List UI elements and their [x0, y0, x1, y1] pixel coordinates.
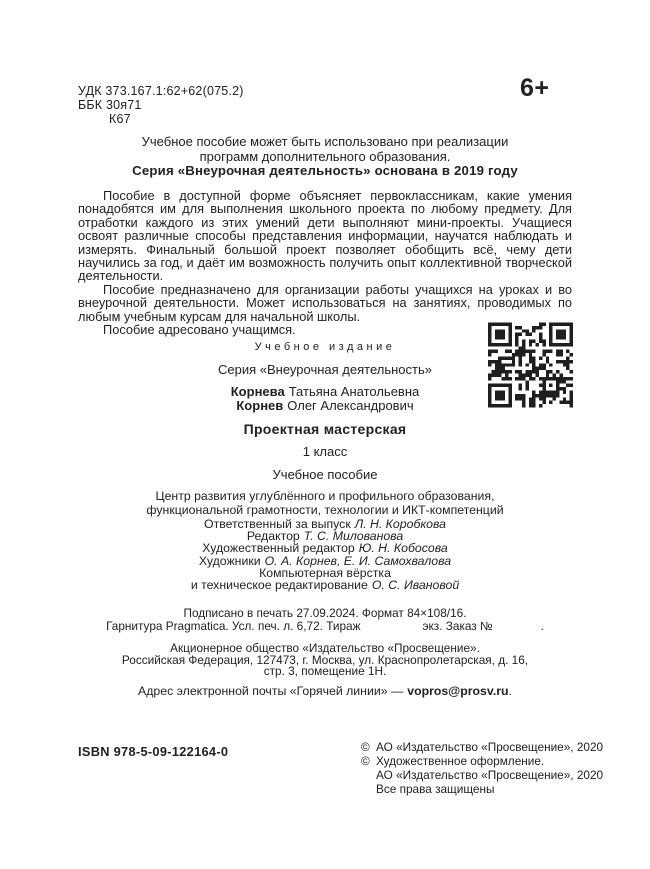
author-surname: Корнев: [236, 398, 284, 413]
copyright-line: [361, 754, 603, 768]
usage-note: [0, 135, 650, 164]
credit-role: Художественный редактор: [202, 541, 355, 556]
author-name: Татьяна Анатольевна: [288, 384, 420, 399]
isbn-number: ISBN 978-5-09-122164-0: [78, 744, 229, 759]
grade-label: 1 класс: [302, 444, 348, 459]
credit-person: Л. Н. Коробкова: [354, 517, 446, 531]
print-imprint-block: [0, 607, 650, 633]
publishing-center-note: [0, 490, 650, 518]
credit-role: Ответственный за выпуск: [204, 517, 351, 531]
copyright-text: АО «Издательство «Просвещение», 2020: [376, 740, 604, 754]
series-founded-note: Серия «Внеурочная деятельность» основана в 2019 году: [132, 163, 518, 178]
annotation-paragraph: Пособие предназначено для организации работы учащихся на уроках и во внеурочной деятельности. Может использоваться на занятиях, проводимых по любым учебным курсам для начальной школы.: [78, 281, 572, 324]
publishing-center-line1: Центр развития углублённого и профильного образования,: [155, 489, 495, 503]
imprint-line2-prefix: Гарнитура Pragmatica. Усл. печ. л. 6,72. Тираж: [106, 619, 361, 633]
udk-line: УДК 373.167.1:62+62(075.2): [78, 84, 244, 98]
bbk-line: ББК 30я71: [78, 98, 142, 112]
annotation-block: [78, 189, 572, 336]
copyright-symbol: ©: [361, 754, 370, 768]
author-line: [0, 399, 650, 413]
hotline-email-label: Адрес электронной почты «Горячей линии» —: [138, 684, 404, 698]
copyright-line: [361, 768, 603, 782]
copyright-line: [361, 740, 603, 754]
edition-subtitle: Учебное пособие: [272, 467, 378, 482]
publisher-line2: Российская Федерация, 127473, г. Москва, ул. Краснопролетарская, д. 16,: [121, 652, 529, 667]
copyright-symbol: ©: [361, 740, 370, 754]
imprint-line2-suffix: .: [540, 619, 544, 633]
series-name: Серия «Внеурочная деятельность»: [218, 362, 432, 377]
publisher-line1: Акционерное общество «Издательство «Просвещение».: [170, 641, 480, 655]
credit-role: Художники: [198, 553, 261, 568]
usage-note-line1: Учебное пособие может быть использовано при реализации: [141, 134, 509, 149]
edition-kind-label: Учебное издание: [254, 341, 396, 353]
imprint-line1: Подписано в печать 27.09.2024. Формат 84×108/16.: [183, 606, 467, 620]
annotation-paragraph: Пособие адресовано учащимся.: [103, 322, 296, 338]
author-surname: Корнева: [230, 384, 285, 399]
credit-role: Редактор: [246, 529, 300, 544]
credit-role: Компьютерная вёрстка: [259, 565, 391, 580]
publisher-address-block: [0, 643, 650, 678]
copyright-block: [361, 740, 603, 796]
book-title: Проектная мастерская: [243, 421, 407, 437]
imprint-line2-middle: экз. Заказ №: [422, 619, 493, 633]
credit-line: [0, 579, 650, 591]
credit-person: О. А. Корнев, Е. И. Самохвалова: [264, 553, 452, 568]
authors-block: [0, 385, 650, 413]
author-line: [0, 385, 650, 399]
credits-block: [0, 518, 650, 591]
classification-block: [78, 84, 244, 126]
author-name: Олег Александрович: [287, 398, 414, 413]
publisher-line3: стр. 3, помещение 1Н.: [263, 664, 387, 679]
annotation-paragraph: Пособие в доступной форме объясняет первоклассникам, какие умения понадобятся им для выполнения школьного проекта по любому предмету. Для отработки каждого из этих умений дети выполняют мини-проекты. Учащиеся освоят различные способы представления информации, научатся наблюдать и измерять. Финальный большой проект позволяет обобщить всё, чему дети научились за год, и даёт им возможность получить опыт коллективной творческой деятельности.: [78, 188, 572, 284]
credit-person: Ю. Н. Кобосова: [358, 541, 448, 556]
copyright-text: Художественное оформление.: [376, 754, 545, 768]
publishing-center-line2: функциональной грамотности, технологии и ИКТ-компетенций: [146, 502, 504, 517]
usage-note-line2: программ дополнительного образования.: [199, 148, 451, 164]
age-rating-mark: 6+: [520, 74, 550, 102]
author-sign-line: К67: [109, 112, 131, 126]
imprint-line2: [0, 620, 650, 633]
credit-role: и техническое редактирование: [190, 578, 368, 593]
hotline-email-address: vopros@prosv.ru: [407, 684, 509, 698]
copyright-text: АО «Издательство «Просвещение», 2020: [376, 768, 604, 782]
copyright-text: Все права защищены: [376, 782, 495, 796]
credit-person: О. С. Ивановой: [371, 578, 460, 593]
credit-line: [0, 542, 650, 554]
copyright-line: [361, 782, 603, 796]
hotline-email-suffix: .: [508, 684, 512, 698]
credit-person: Т. С. Милованова: [303, 529, 404, 544]
hotline-email-line: [0, 684, 650, 698]
